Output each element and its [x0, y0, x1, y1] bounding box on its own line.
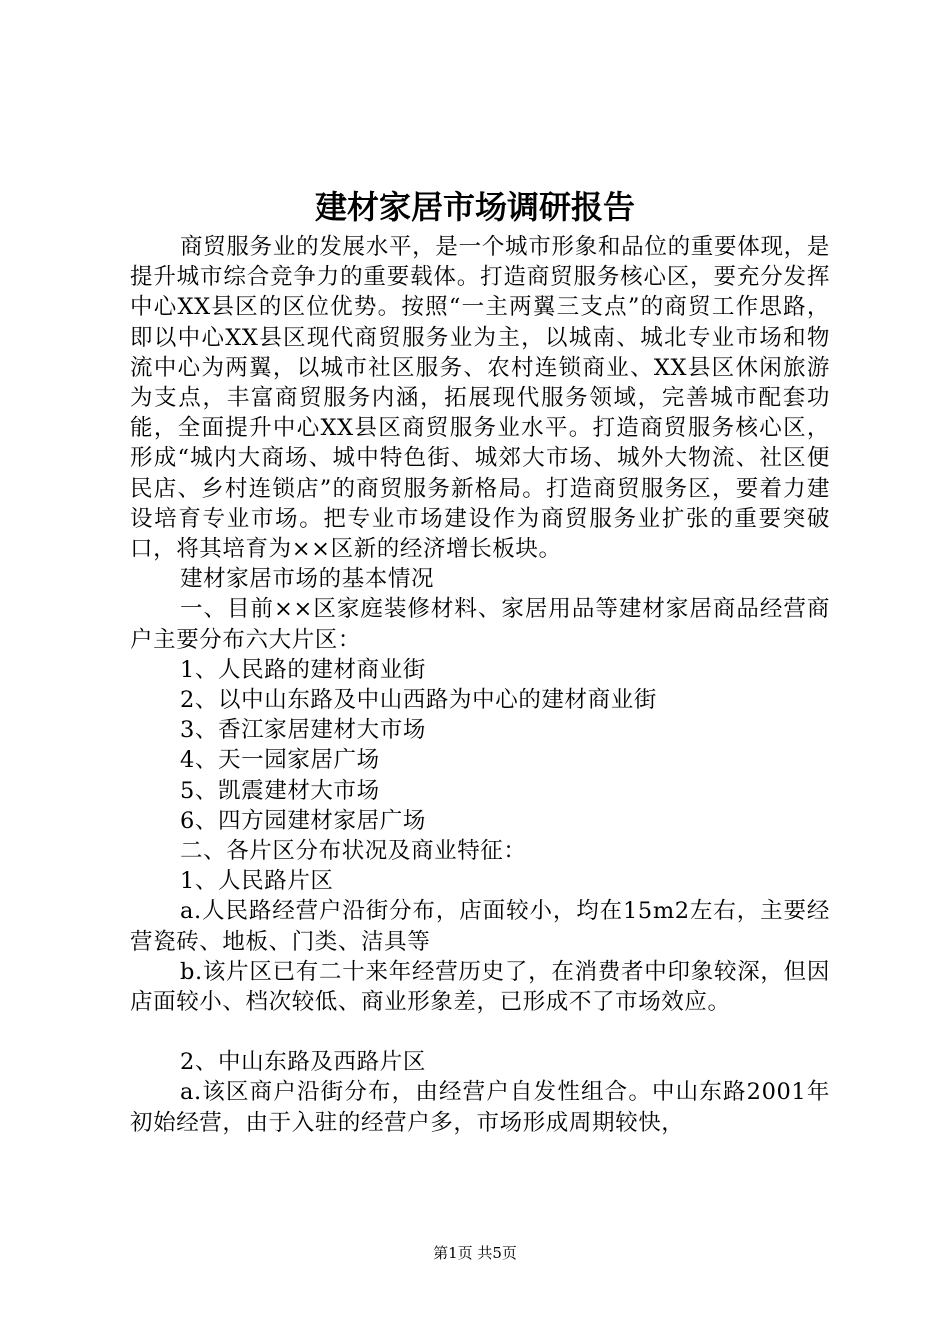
document-body [130, 232, 830, 1138]
list-item-4: 4、天一园家居广场 [180, 747, 380, 774]
list-item-5: 5、凯震建材大市场 [180, 777, 380, 804]
section-heading-two: 二、各片区分布状况及商业特征： [180, 838, 527, 865]
list-item-1: 1、人民路的建材商业街 [180, 656, 426, 683]
paragraph-renmin-a: a.人民路经营户沿街分布，店面较小，均在15m2左右，主要经营瓷砖、地板、门类、洁具等 [130, 898, 830, 955]
paragraph-renmin-b: b.该片区已有二十来年经营历史了，在消费者中印象较深，但因店面较小、档次较低、商业形象差，已形成不了市场效应。 [130, 958, 830, 1016]
document-title: 建材家居市场调研报告 [314, 188, 635, 226]
paragraph-zhongshan-a: a.该区商户沿街分布，由经营户自发性组合。中山东路2001年初始经营，由于入驻的经营户多，市场形成周期较快， [130, 1079, 830, 1136]
subheading-renmin-road: 1、人民路片区 [180, 868, 334, 895]
list-item-3: 3、香江家居建材大市场 [180, 717, 426, 744]
paragraph-intro: 商贸服务业的发展水平，是一个城市形象和品位的重要体现，是提升城市综合竞争力的重要载体。打造商贸服务核心区，要充分发挥中心XX县区的区位优势。按照“一主两翼三支点”的商贸工作思路，即以中心XX县区现代商贸服务业为主，以城南、城北专业市场和物流中心为两翼，以城市社区服务、农村连锁商业、XX县区休闲旅游为支点，丰富商贸服务内涵，拓展现代服务领域，完善城市配套功能，全面提升中心XX县区商贸服务业水平。打造商贸服务核心区，形成“城内大商场、城中特色街、城郊大市场、城外大物流、社区便民店、乡村连锁店”的商贸服务新格局。打造商贸服务区，要着力建设培育专业市场。把专业市场建设作为商贸服务业扩张的重要突破口，将其培育为××区新的经济增长板块。 [130, 234, 830, 563]
subheading-zhongshan-road: 2、中山东路及西路片区 [180, 1049, 426, 1076]
section-heading-basic: 建材家居市场的基本情况 [180, 566, 435, 593]
list-item-2: 2、以中山东路及中山西路为中心的建材商业街 [180, 687, 657, 714]
page-footer: 第1页 共5页 [433, 1244, 517, 1262]
paragraph-spacer [130, 1017, 830, 1047]
paragraph-section-one: 一、目前××区家庭装修材料、家居用品等建材家居商品经营商户主要分布六大片区： [130, 596, 830, 653]
list-item-6: 6、四方园建材家居广场 [180, 807, 426, 834]
